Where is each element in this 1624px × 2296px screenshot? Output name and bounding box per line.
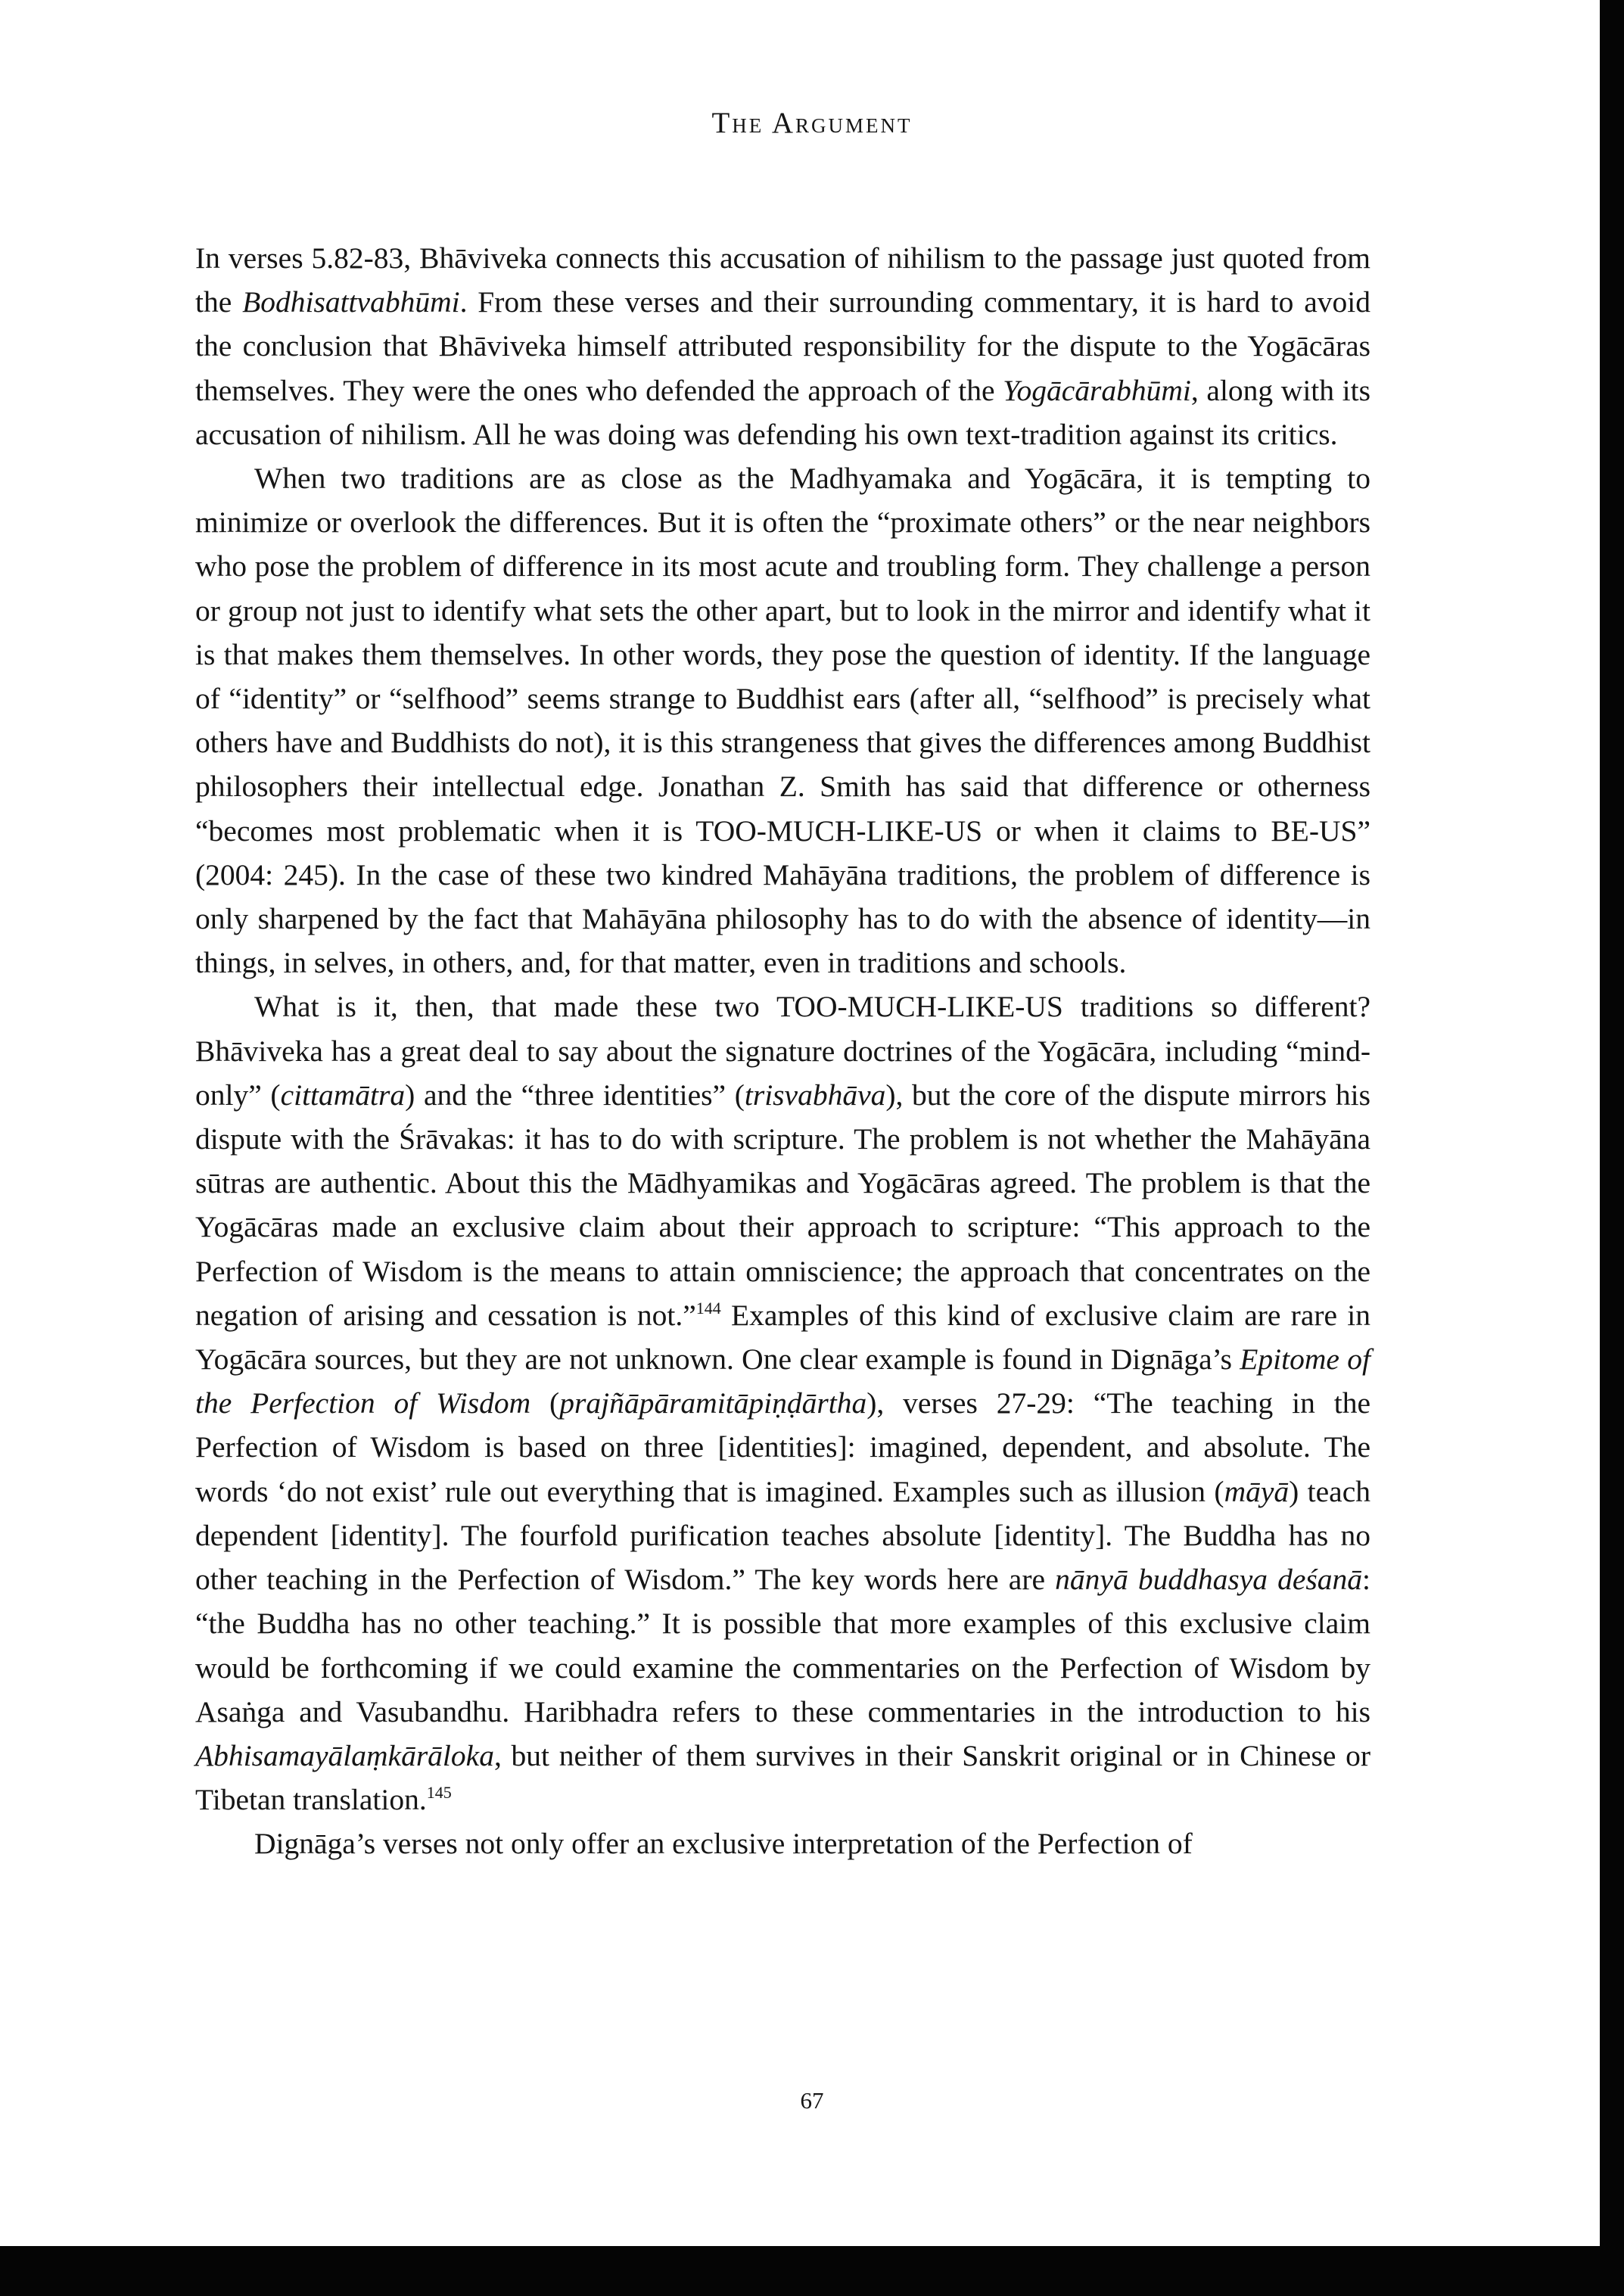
body-text [195,236,1370,1866]
running-head: The Argument [711,107,913,139]
italic-term: cittamātra [280,1078,406,1112]
italic-term: Epitome of the Perfection of Wisdom [195,1342,1370,1420]
page-number: 67 [800,2087,824,2114]
text-run: , but neither of them survives in their Sanskrit original or in Chinese or Tibetan translation. [195,1738,1370,1817]
text-run: ( [530,1386,560,1420]
text-run: ) teach dependent [identity]. The fourfold purification teaches absolute [identity]. The Buddha has no other teaching in the Perfection of Wisdom.” The key words here are [195,1474,1370,1597]
footnote-ref: 145 [426,1783,452,1803]
footnote-ref: 144 [695,1298,721,1318]
text-run: What is it, then, that made these two TOO-MUCH-LIKE-US traditions so different? Bhāviveka has a great deal to say about the signature doctrines of the Yogācāra, including “mind-only” ( [195,990,1370,1112]
scan-page-edge [1600,0,1624,2296]
italic-term: māyā [1224,1474,1290,1508]
text-run: ), verses 27-29: “The teaching in the Perfection of Wisdom is based on three [identities]: imagined, dependent, and absolute. The words ‘do not exist’ rule out everything that is imagined. Examples such as illusion ( [195,1386,1370,1508]
text-run: ) and the “three identities” ( [405,1078,745,1112]
italic-term: nānyā buddhasya deśanā [1055,1563,1363,1597]
italic-term: Abhisamayālaṃkārāloka [195,1738,494,1772]
text-run: Dignāga’s verses not only offer an exclusive interpretation of the Perfection of [254,1827,1193,1861]
scan-bottom-band [0,2246,1624,2296]
paragraph-1 [195,236,1370,456]
text-run: Examples of this kind of exclusive claim are rare in Yogācāra sources, but they are not unknown. One clear example is found in Dignāga’s [195,1298,1370,1377]
italic-term: Bodhisattvabhūmi [242,285,460,319]
italic-term: trisvabhāva [744,1078,886,1112]
text-run: In verses 5.82-83, Bhāviveka connects this accusation of nihilism to the passage just quoted from the [195,241,1370,319]
italic-term: prajñāpāramitāpiṇḍārtha [559,1386,867,1420]
text-run: . From these verses and their surrounding commentary, it is hard to avoid the conclusion that Bhāviveka himself attributed responsibility for the dispute to the Yogācāras themselves. They were the ones who defended the approach of the [195,285,1371,407]
text-run: : “the Buddha has no other teaching.” It is possible that more examples of this exclusive claim would be forthcoming if we could examine the commentaries on the Perfection of Wisdom by Asaṅga and Vasubandhu. Haribhadra refers to these commentaries in the introduction to his [195,1563,1370,1728]
text-run: , along with its accusation of nihilism. All he was doing was defending his own text-tradition against its critics. [195,373,1370,451]
text-run: When two traditions are as close as the Madhyamaka and Yogācāra, it is tempting to minimize or overlook the differences. But it is often the “proximate others” or the near neighbors who pose the problem of difference in its most acute and troubling form. They challenge a person or group not just to identify what sets the other apart, but to look in the mirror and identify what it is that makes them themselves. In other words, they pose the question of identity. If the language of “identity” or “selfhood” seems strange to Buddhist ears (after all, “selfhood” is precisely what others have and Buddhists do not), it is this strangeness that gives the differences among Buddhist philosophers their intellectual edge. Jonathan Z. Smith has said that difference or otherness “becomes most problematic when it is TOO-MUCH-LIKE-US or when it claims to BE-US” (2004: 245). In the case of these two kindred Mahāyāna traditions, the problem of difference is only sharpened by the fact that Mahāyāna philosophy has to do with the absence of identity—in things, in selves, in others, and, for that matter, even in traditions and schools. [195,462,1370,980]
paragraph-2 [195,456,1370,985]
paragraph-4 [195,1822,1370,1865]
italic-term: Yogācārabhūmi [1003,373,1191,407]
paragraph-3 [195,985,1370,1822]
text-run: ), but the core of the dispute mirrors his dispute with the Śrāvakas: it has to do with scripture. The problem is not whether the Mahāyāna sūtras are authentic. About this the Mādhyamikas and Yogācāras agreed. The problem is that the Yogācāras made an exclusive claim about their approach to scripture: “This approach to the Perfection of Wisdom is the means to attain omniscience; the approach that concentrates on the negation of arising and cessation is not.” [195,1078,1370,1332]
